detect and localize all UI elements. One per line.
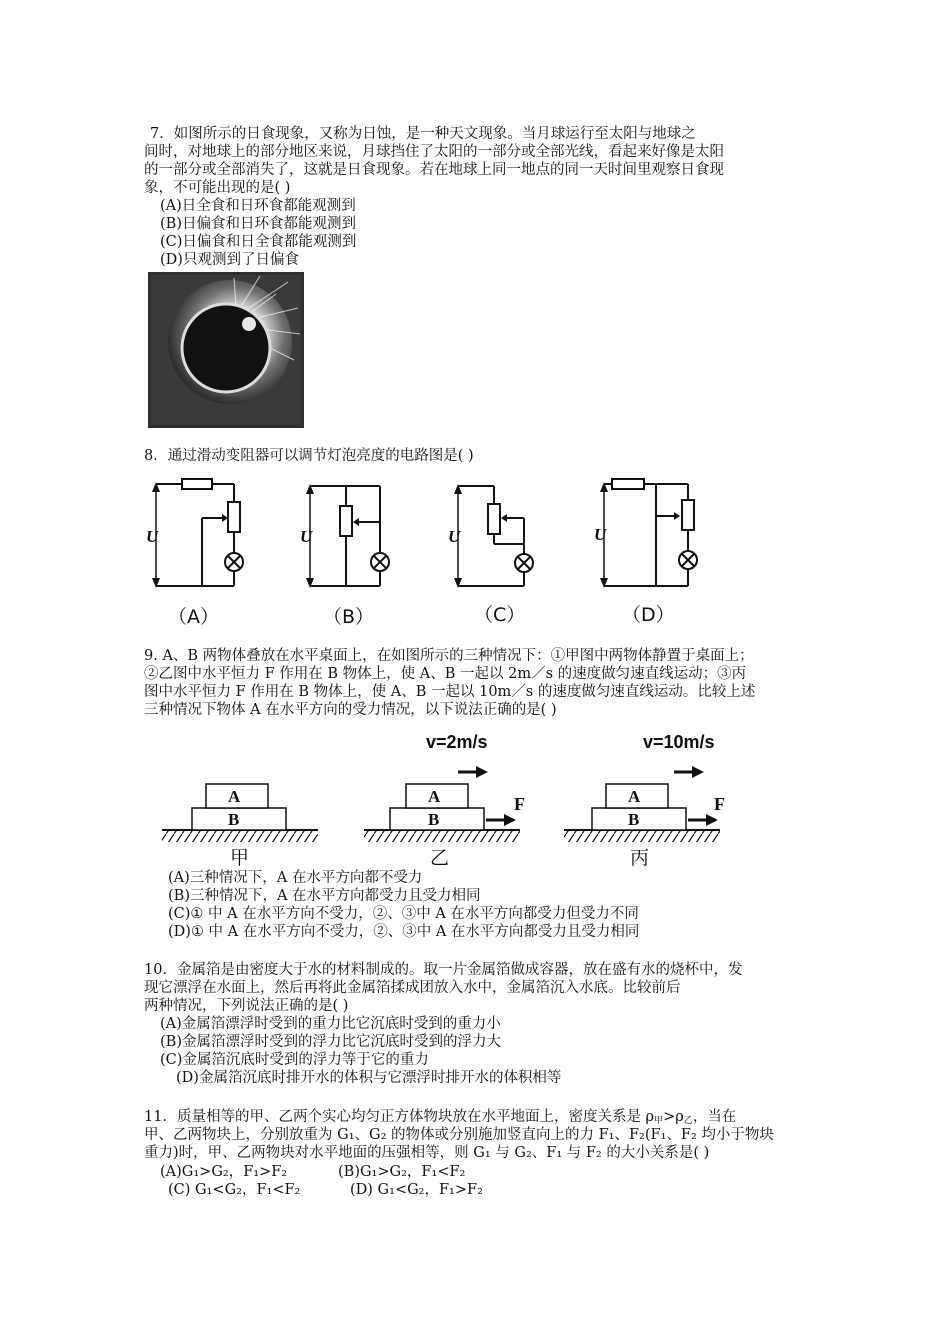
q11-line-2: 甲、乙两物块上，分别放重为 G₁、G₂ 的物体或分别施加竖直向上的力 F₁、F₂(F₁、F₂ 均小于物块	[144, 1127, 774, 1143]
q11-subscript-yi: 乙	[683, 1116, 693, 1126]
force-label-bing: F	[714, 794, 725, 814]
q11-line-1-mid: >ρ	[663, 1109, 684, 1125]
q9-line-1: 9. A、B 两物体叠放在水平桌面上，在如图所示的三种情况下：①甲图中两物体静置于桌面上；	[144, 648, 754, 664]
solar-eclipse-photo	[148, 272, 304, 428]
q9-line-4: 三种情况下物体 A 在水平方向的受力情况，以下说法正确的是( )	[144, 702, 557, 718]
circuit-a-label: （A）	[168, 606, 219, 628]
q9-line-2: ②乙图中水平恒力 F 作用在 B 物体上，使 A、B 一起以 2m／s 的速度做匀速直线运动；③丙	[144, 666, 747, 682]
circuit-d-voltage-label: U	[594, 525, 607, 544]
q11-option-d: (D) G₁<G₂，F₁>F₂	[350, 1182, 483, 1198]
circuit-a-diagram	[142, 474, 254, 592]
velocity-arrow-bing	[692, 766, 704, 778]
circuit-b-diagram	[296, 478, 408, 592]
q10-option-d: (D)金属箔沉底时排开水的体积与它漂浮时排开水的体积相等	[176, 1070, 562, 1086]
q7-option-b: (B)日偏食和日环食都能观测到	[160, 216, 356, 232]
q8-question: 8．通过滑动变阻器可以调节灯泡亮度的电路图是( )	[144, 448, 474, 464]
velocity-arrow-yi	[476, 766, 488, 778]
q10-option-b: (B)金属箔漂浮时受到的浮力比它沉底时受到的浮力大	[160, 1034, 501, 1050]
q11-line-1-end: ，当在	[692, 1109, 737, 1125]
scene-jia	[162, 784, 318, 869]
circuit-d-label: （D）	[622, 604, 675, 626]
q9-option-c: (C)① 中 A 在水平方向不受力，②、③中 A 在水平方向都受力但受力不同	[168, 906, 639, 922]
circuit-b-label: （B）	[323, 606, 375, 628]
q9-option-b: (B)三种情况下，A 在水平方向都受力且受力相同	[168, 888, 481, 904]
caption-jia: 甲	[230, 847, 250, 869]
q11-option-a: (A)G₁>G₂，F₁>F₂	[160, 1164, 288, 1180]
velocity-label-yi: v=2m/s	[426, 732, 488, 752]
q11-line-1-text: 11．质量相等的甲、乙两个实心均匀正方体物块放在水平地面上，密度关系是 ρ	[144, 1109, 655, 1125]
circuit-a-voltage-label: U	[146, 527, 159, 546]
circuit-b-voltage-label: U	[300, 527, 313, 546]
q7-line-3: 的一部分或全部消失了，这就是日食现象。若在地球上同一地点的同一天时间里观察日食现	[144, 162, 724, 178]
q11-line-3: 重力)时，甲、乙两物块对水平地面的压强相等，则 G₁ 与 G₂、F₁ 与 F₂ 的大小关系是( )	[144, 1145, 710, 1161]
block-b-label: B	[628, 810, 640, 829]
caption-bing: 丙	[630, 847, 650, 869]
q11-option-c: (C) G₁<G₂，F₁<F₂	[168, 1182, 301, 1198]
q9-option-d: (D)① 中 A 在水平方向不受力，②、③中 A 在水平方向都受力且受力相同	[168, 924, 640, 940]
force-label-yi: F	[514, 794, 525, 814]
block-b-label: B	[228, 810, 240, 829]
circuit-d-diagram	[590, 474, 714, 592]
velocity-label-bing: v=10m/s	[643, 732, 715, 752]
q7-line-4: 象，不可能出现的是( )	[144, 180, 291, 196]
q7-line-2: 间时，对地球上的部分地区来说，月球挡住了太阳的一部分或全部光线，看起来好像是太阳	[144, 144, 724, 160]
q11-option-b: (B)G₁>G₂，F₁<F₂	[338, 1164, 466, 1180]
q9-option-a: (A)三种情况下，A 在水平方向都不受力	[168, 870, 423, 886]
scene-bing	[564, 766, 725, 869]
q10-line-3: 两种情况，下列说法正确的是( )	[144, 998, 349, 1014]
force-diagram	[150, 726, 770, 872]
q10-option-a: (A)金属箔漂浮时受到的重力比它沉底时受到的重力小	[160, 1016, 501, 1032]
circuit-c-diagram	[444, 478, 552, 592]
q9-line-3: 图中水平恒力 F 作用在 B 物体上，使 A、B 一起以 10m／s 的速度做匀速直线运动。比较上述	[144, 684, 756, 700]
circuit-c-label: （C）	[474, 604, 526, 626]
q7-option-a: (A)日全食和日环食都能观测到	[160, 198, 356, 214]
q10-line-2: 现它漂浮在水面上，然后再将此金属箔揉成团放入水中，金属箔沉入水底。比较前后	[144, 980, 681, 996]
q10-line-1: 10．金属箔是由密度大于水的材料制成的。取一片金属箔做成容器，放在盛有水的烧杯中，发	[144, 962, 743, 978]
block-a-label: A	[228, 787, 241, 806]
circuit-c-voltage-label: U	[448, 527, 461, 546]
block-a-label: A	[628, 787, 641, 806]
q11-subscript-jia: 甲	[654, 1116, 664, 1126]
force-arrow-yi	[504, 814, 516, 826]
block-b-label: B	[428, 810, 440, 829]
scene-yi	[364, 766, 525, 869]
caption-yi: 乙	[430, 847, 450, 869]
block-a-label: A	[428, 787, 441, 806]
q10-option-c: (C)金属箔沉底时受到的浮力等于它的重力	[160, 1052, 429, 1068]
q7-option-c: (C)日偏食和日全食都能观测到	[160, 234, 357, 250]
force-arrow-bing	[706, 814, 718, 826]
q7-line-1: 7．如图所示的日食现象，又称为日蚀，是一种天文现象。当月球运行至太阳与地球之	[150, 126, 696, 142]
q7-option-d: (D)只观测到了日偏食	[160, 252, 299, 268]
